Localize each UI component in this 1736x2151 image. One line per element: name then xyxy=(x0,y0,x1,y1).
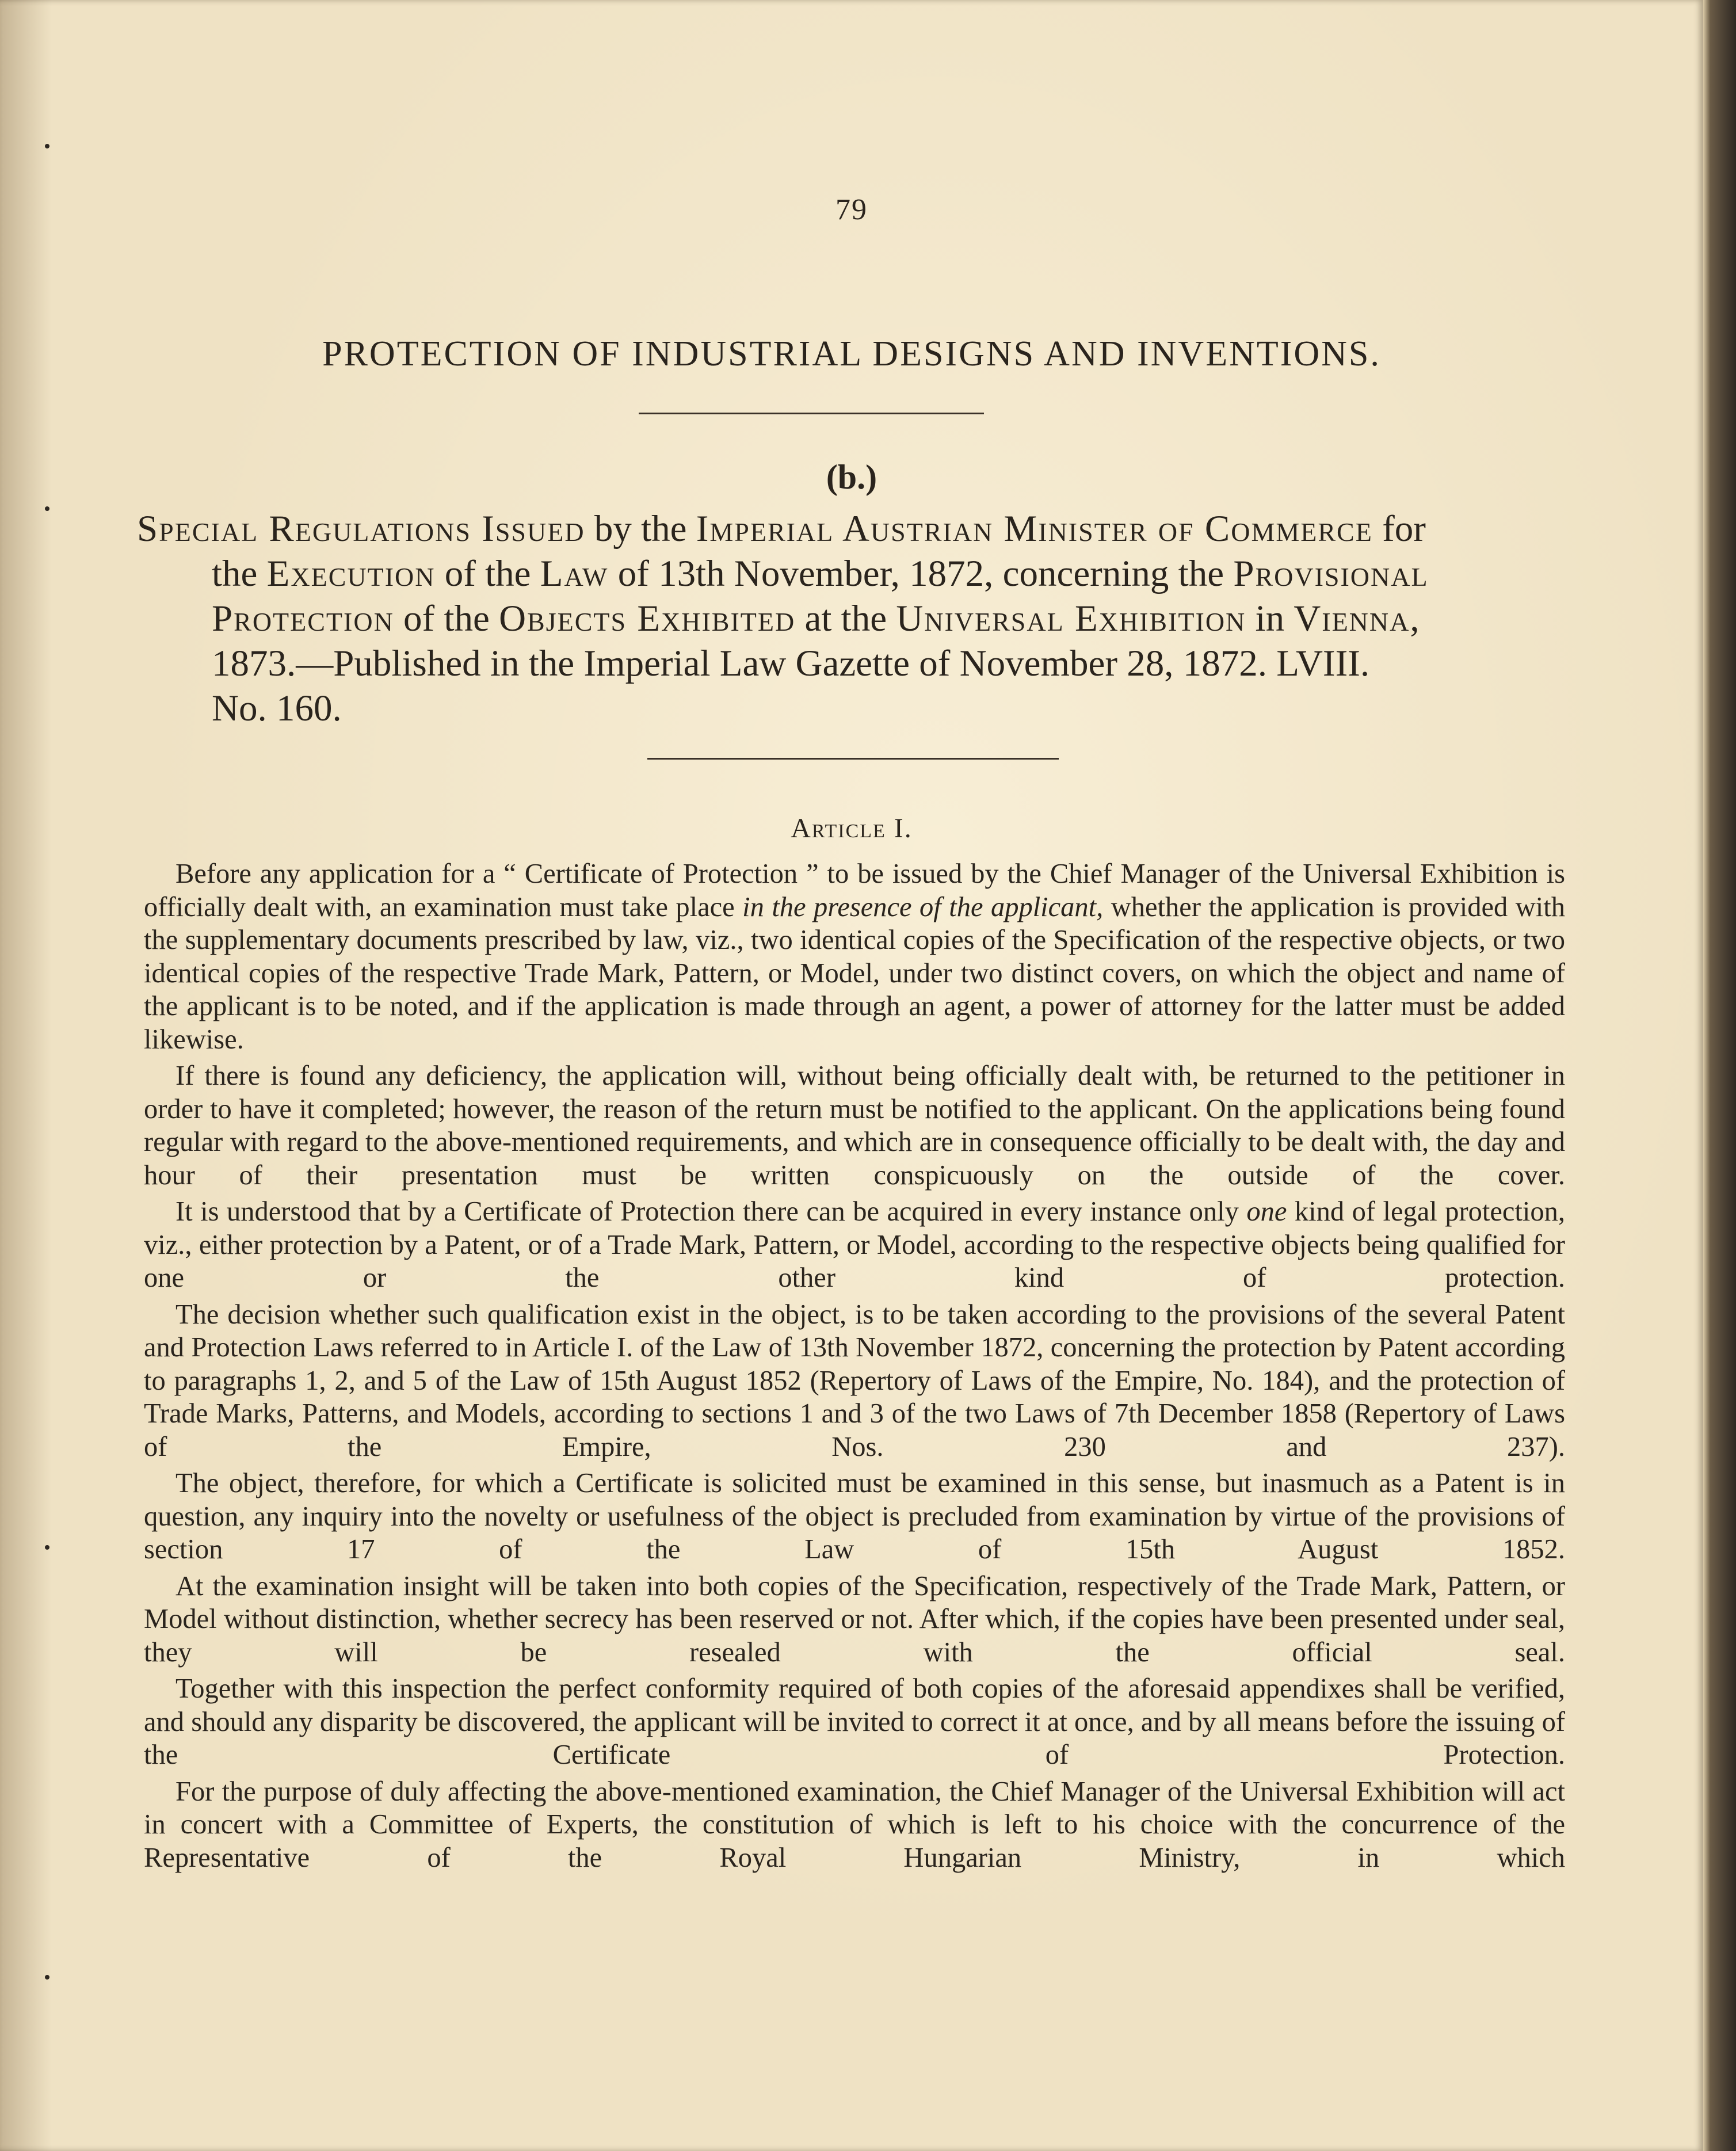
paragraph: The object, therefore, for which a Certificate is solicited must be examined in this sense, but inasmuch as a Patent is in question, any inquiry into the novelty or usefulness of the object is precluded from examination by virtue of the provisions of section 17 of the Law of 15th August 1852. xyxy=(144,1468,1565,1565)
paragraph: For the purpose of duly affecting the above-mentioned examination, the Chief Manager of the Universal Exhibition will act in concert with a Committee of Experts, the constitution of which is left to his choice with the concurrence of the Representative of the Royal Hungarian Ministry, in which xyxy=(144,1776,1565,1873)
subtitle-line-3 xyxy=(137,596,1570,641)
subtitle-fragment: Special Regulations Issued xyxy=(137,508,585,550)
margin-mark xyxy=(45,506,49,511)
paragraph xyxy=(144,857,1565,1056)
page-title: PROTECTION OF INDUSTRIAL DESIGNS AND INVENTIONS. xyxy=(322,334,1381,373)
paragraph-italic-text: in the presence of the applicant, xyxy=(742,891,1104,922)
paragraph-text: It is understood that by a Certificate of Protection there can be acquired in every instance only xyxy=(175,1196,1247,1227)
divider-rule xyxy=(647,758,1059,760)
subtitle-fragment: Protection xyxy=(212,598,394,639)
subtitle-fragment: of 13th November, 1872, concerning the xyxy=(608,553,1234,594)
margin-mark xyxy=(45,144,49,148)
subtitle-fragment: Universal Exhibition xyxy=(896,598,1246,639)
subtitle-fragment: Imperial Austrian Minister of Commerce xyxy=(696,508,1373,550)
subtitle-fragment: for xyxy=(1372,508,1426,550)
divider-rule xyxy=(639,413,984,414)
subtitle-fragment: Objects Exhibited xyxy=(499,598,796,639)
subtitle-fragment: of the xyxy=(435,553,540,594)
page-edge-shadow xyxy=(1703,0,1736,2151)
paragraph: Together with this inspection the perfect conformity required of both copies of the aforesaid appendixes shall be verified, and should any disparity be discovered, the applicant will be invited to correct it at once, and by all means before the issuing of the Certificate of Protection. xyxy=(144,1673,1565,1770)
paragraph: If there is found any deficiency, the application will, without being officially dealt with, be returned to the petitioner in order to have it completed; however, the reason of the return must be notified to the applicant. On the applications being found regular with regard to the above-mentioned requirements, and which are in consequence officially to be dealt with, the day and hour of their presentation must be written conspicuously on the outside of the cover. xyxy=(144,1061,1565,1191)
subtitle-fragment: the xyxy=(212,553,267,594)
paragraph xyxy=(144,1195,1565,1295)
subtitle-fragment: of the xyxy=(394,598,499,639)
subtitle-line-4: 1873.—Published in the Imperial Law Gazette of November 28, 1872. LVIII. xyxy=(212,643,1370,684)
paragraph-text: kind of legal protection, viz., either protection by a Patent, or of a Trade Mark, Pattern, or Model, according to the respective objects being qualified for one or the other kind of protection. xyxy=(144,1196,1566,1293)
subtitle-fragment: in xyxy=(1246,598,1294,639)
subtitle-fragment: Execution xyxy=(266,553,436,594)
article-heading-text: Article I. xyxy=(791,813,913,844)
section-mark xyxy=(0,457,1703,497)
document-subtitle xyxy=(137,506,1570,731)
subtitle-fragment: Provisional xyxy=(1233,553,1429,594)
page-number: 79 xyxy=(835,193,868,226)
subtitle-fragment: Vienna, xyxy=(1294,598,1421,639)
margin-mark xyxy=(45,1975,49,1980)
margin-mark xyxy=(45,1545,49,1550)
paragraph: At the examination insight will be taken into both copies of the Specification, respectively of the Trade Mark, Pattern, or Model without distinction, whether secrecy has been reserved or not. After which, if the copies have been presented under seal, they will be resealed with the official seal. xyxy=(144,1570,1565,1668)
subtitle-fragment: by the xyxy=(585,508,696,550)
article-heading xyxy=(0,813,1703,844)
subtitle-fragment: Law xyxy=(540,553,609,594)
article-body xyxy=(144,857,1565,1874)
subtitle-line-1 xyxy=(137,506,1570,551)
paragraph-text: whether the application is provided with the supplementary documents prescribed by law, viz., two identical copies of the Specification of the respective objects, or two identical copies of the respective Trade Mark, Pattern, or Model, under two distinct covers, on which the object and name of the applicant is to be noted, and if the application is made through an agent, a power of attorney for the latter must be added likewise. xyxy=(144,891,1565,1055)
subtitle-line-5: No. 160. xyxy=(212,688,342,729)
paragraph-italic-text: one xyxy=(1246,1196,1287,1227)
subtitle-fragment: at the xyxy=(795,598,896,639)
subtitle-line-2 xyxy=(137,551,1570,596)
section-mark-text: (b.) xyxy=(826,458,877,496)
paragraph: The decision whether such qualification exist in the object, is to be taken according to the provisions of the several Patent and Protection Laws referred to in Article I. of the Law of 13th November 1872, concerning the protection by Patent according to paragraphs 1, 2, and 5 of the Law of 15th August 1852 (Repertory of Laws of the Empire, No. 184), and the protection of Trade Marks, Patterns, and Models, according to sections 1 and 3 of the two Laws of 7th December 1858 (Repertory of Laws of the Empire, Nos. 230 and 237). xyxy=(144,1299,1565,1462)
paragraph-text: Before any application for a “ Certificate of Protection ” to be issued by the Chief Manager of the Universal Exhibition is officially dealt with, an examination must take place xyxy=(144,859,1565,922)
